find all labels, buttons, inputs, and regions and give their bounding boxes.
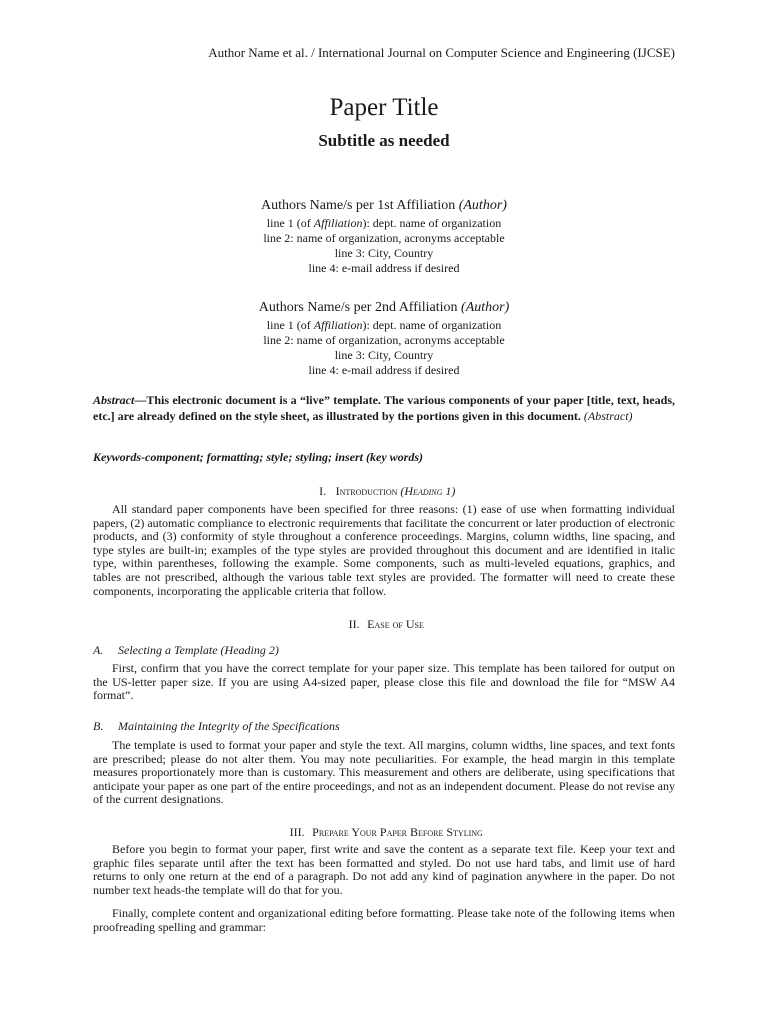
section-title: Prepare Your Paper Before Styling — [312, 825, 483, 839]
section-title: Introduction — [335, 484, 398, 498]
author-tag: (Author) — [461, 300, 510, 315]
affiliation-block-1 — [0, 197, 768, 276]
affiliation-line-2: line 2: name of organization, acronyms acceptable — [263, 231, 505, 245]
paragraph: Before you begin to format your paper, first write and save the content as a separate text file. Keep your text and graphic files separate until after the text has been formatted and styled. Do not use hard tabs, and limit use of hard returns to only one return at the end of a paragraph. Do not add any kind of pagination anywhere in the paper. Do not number text heads-the template will do that for you. — [93, 842, 675, 897]
section-title: Ease of Use — [367, 617, 424, 631]
paragraph: The template is used to format your paper and style the text. All margins, column widths, line spaces, and text fonts are prescribed; please do not alter them. You may note peculiarities. For example, the head margin in this template measures proportionately more than is customary. This measurement and others are deliberate, using specifications that anticipate your paper as one part of the entire proceedings, and not as an independent document. Please do not revise any of the current designations. — [93, 738, 675, 807]
subsection-heading-b — [93, 719, 675, 734]
affiliation-line-2: line 2: name of organization, acronyms acceptable — [263, 333, 505, 347]
running-head: Author Name et al. / International Journal on Computer Science and Engineering (IJCSE) — [208, 45, 675, 60]
affiliation-line-1-prefix: line 1 (of — [266, 216, 314, 230]
section-tag: (Heading 1) — [400, 484, 456, 498]
author-name-line — [0, 299, 768, 317]
affiliation-line-1-suffix: ): dept. name of organization — [362, 216, 502, 230]
affiliation-block-2 — [0, 299, 768, 378]
section-heading-3 — [0, 825, 768, 840]
subsection-title: Maintaining the Integrity of the Specifications — [118, 719, 340, 733]
affiliation-line-1-prefix: line 1 (of — [266, 318, 314, 332]
section-heading-2 — [0, 617, 768, 632]
subsection-letter: B. — [93, 719, 104, 733]
subsection-title: Selecting a Template (Heading 2) — [118, 643, 279, 657]
author-name-line — [0, 197, 768, 215]
abstract-label: Abstract — [93, 393, 135, 407]
affiliation-line-4: line 4: e-mail address if desired — [308, 261, 460, 275]
affiliation-line-3: line 3: City, Country — [334, 348, 434, 362]
keywords: Keywords-component; formatting; style; styling; insert (key words) — [93, 450, 423, 464]
affiliation-line-1 — [0, 318, 768, 333]
section-heading-1 — [0, 484, 768, 499]
affiliation-line-1-italic: Affiliation — [313, 216, 363, 230]
abstract-tag: (Abstract) — [583, 409, 633, 423]
section-number: II. — [348, 617, 360, 631]
paragraph: Finally, complete content and organizational editing before formatting. Please take note of the following items when proofreading spelling and grammar: — [93, 906, 675, 934]
abstract-text: —This electronic document is a “live” template. The various components of your paper [title, text, heads, etc.] are already defined on the style sheet, as illustrated by the portions given in this document. — [93, 393, 675, 423]
subsection-b-body — [93, 739, 675, 807]
affiliation-line-4: line 4: e-mail address if desired — [308, 363, 460, 377]
affiliation-line-1 — [0, 216, 768, 231]
section-number: I. — [319, 484, 327, 498]
paragraph: All standard paper components have been specified for three reasons: (1) ease of use when formatting individual papers, (2) automatic compliance to electronic requirements that facilitate the concurrent or later production of electronic products, and (3) conformity of style throughout a conference proceedings. Margins, column widths, line spacing, and type styles are built-in; examples of the type styles are provided throughout this document and are identified in italic type, within parentheses, following the example. Some components, such as multi-leveled equations, graphics, and tables are not prescribed, although the various table text styles are provided. The formatter will need to create these components, incorporating the applicable criteria that follow. — [93, 502, 675, 598]
abstract — [93, 392, 675, 424]
section-3-body — [93, 843, 675, 897]
affiliation-line-1-suffix: ): dept. name of organization — [362, 318, 502, 332]
subsection-a-body — [93, 662, 675, 703]
subsection-letter: A. — [93, 643, 104, 657]
paper-subtitle: Subtitle as needed — [318, 131, 450, 150]
paragraph: First, confirm that you have the correct template for your paper size. This template has been tailored for output on the US-letter paper size. If you are using A4-sized paper, please close this file and download the file for “MSW A4 format”. — [93, 661, 675, 703]
affiliation-line-3: line 3: City, Country — [334, 246, 434, 260]
author-name: Authors Name/s per 2nd Affiliation — [258, 300, 458, 315]
paper-title: Paper Title — [329, 94, 439, 121]
author-name: Authors Name/s per 1st Affiliation — [261, 198, 456, 213]
affiliation-line-1-italic: Affiliation — [313, 318, 363, 332]
section-number: III. — [289, 825, 305, 839]
section-3-body-2 — [93, 907, 675, 934]
subsection-heading-a — [93, 643, 675, 658]
author-tag: (Author) — [458, 198, 507, 213]
section-1-body — [93, 503, 675, 598]
